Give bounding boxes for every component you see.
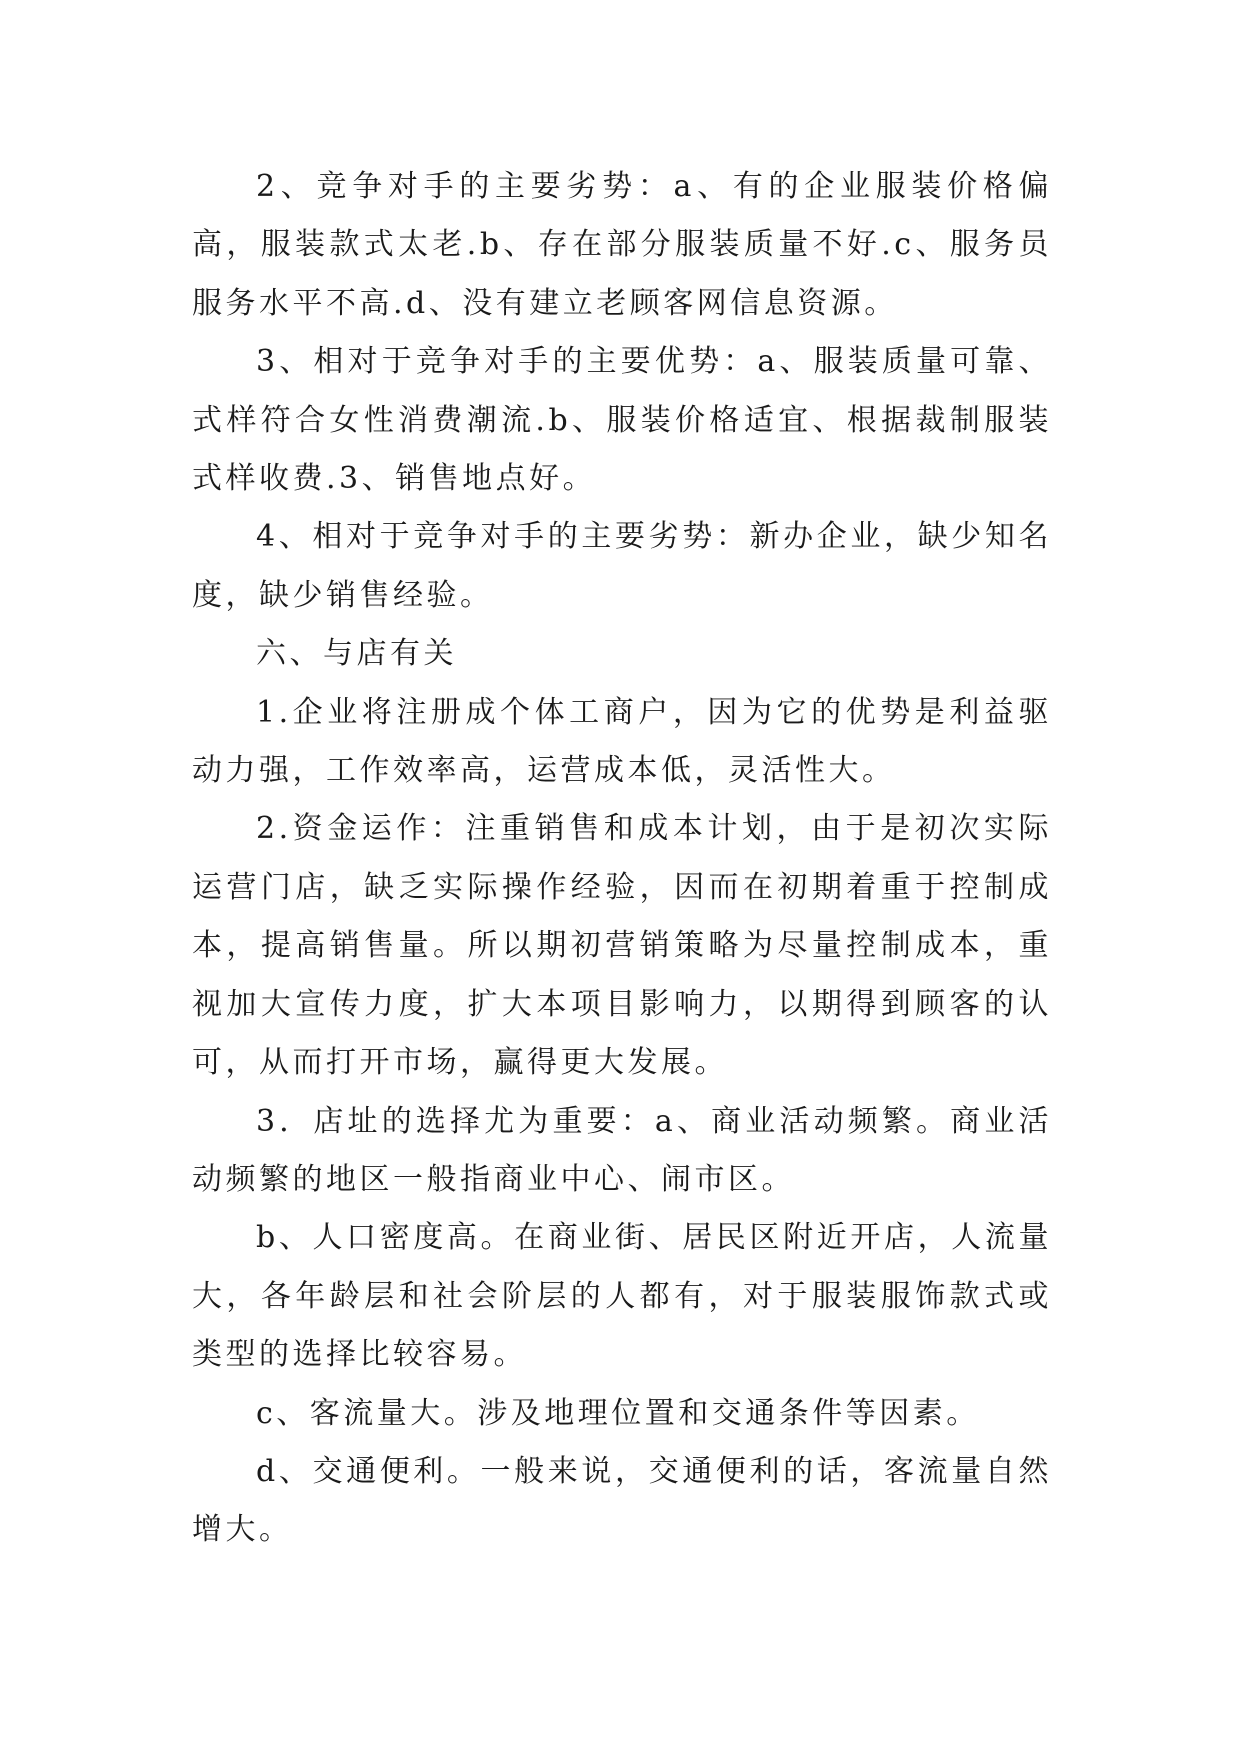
paragraph-population-density: b、人口密度高。在商业街、居民区附近开店，人流量大，各年龄层和社会阶层的人都有，对于服装服饰款式或类型的选择比较容易。	[192, 1220, 1052, 1373]
paragraph-capital-operation: 2.资金运作：注重销售和成本计划，由于是初次实际运营门店，缺乏实际操作经验，因而在初期着重于控制成本，提高销售量。所以期初营销策略为尽量控制成本，重视加大宣传力度，扩大本项目影响力，以期得到顾客的认可，从而打开市场，赢得更大发展。	[192, 811, 1052, 1081]
paragraph-site-selection: 3．店址的选择尤为重要：a、商业活动频繁。商业活动频繁的地区一般指商业中心、闹市区。	[192, 1103, 1052, 1197]
paragraph-transportation: d、交通便利。一般来说，交通便利的话，客流量自然增大。	[192, 1453, 1052, 1548]
paragraph-business-registration: 1.企业将注册成个体工商户，因为它的优势是利益驱动力强，工作效率高，运营成本低，灵活性大。	[192, 694, 1052, 789]
paragraph-our-weaknesses: 4、相对于竞争对手的主要劣势：新办企业，缺少知名度，缺少销售经验。	[192, 519, 1052, 613]
paragraph-customer-flow: c、客流量大。涉及地理位置和交通条件等因素。	[256, 1395, 980, 1431]
section-heading-store: 六、与店有关	[256, 636, 457, 672]
paragraph-competitor-weaknesses: 2、竞争对手的主要劣势：a、有的企业服装价格偏高，服装款式太老.b、存在部分服装质量不好.c、服务员服务水平不高.d、没有建立老顾客网信息资源。	[192, 169, 1052, 321]
paragraph-our-advantages: 3、相对于竞争对手的主要优势：a、服装质量可靠、式样符合女性消费潮流.b、服装价格适宜、根据裁制服装式样收费.3、销售地点好。	[192, 344, 1052, 497]
document-body	[192, 158, 1052, 1560]
